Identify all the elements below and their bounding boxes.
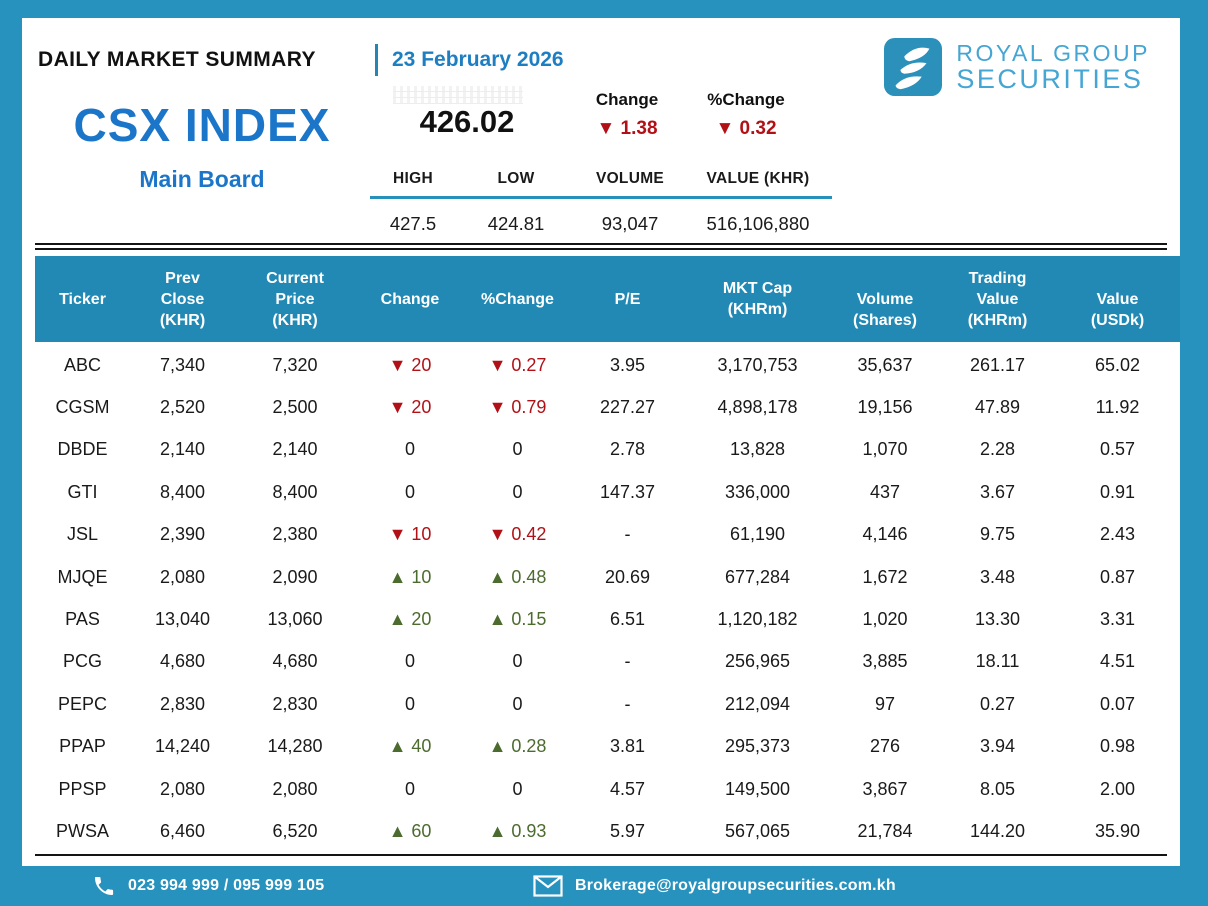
cell-value-usdk: 0.91 [1099,481,1136,502]
table-body [35,344,1180,853]
cell-mkt-cap: 677,284 [724,566,791,587]
cell-mkt-cap: 149,500 [724,778,791,799]
cell-pct-change: ▲ 0.15 [488,609,547,630]
column-header-trading-value-khrm: Trading Value (KHRm) [967,269,1028,329]
cell-volume-shares: 97 [874,693,896,714]
cell-ticker: MJQE [57,566,108,587]
cell-prev-close: 14,240 [154,736,211,757]
cell-volume-shares: 437 [869,481,901,502]
cell-mkt-cap: 4,898,178 [717,397,798,418]
contact-footer [0,866,1208,906]
stat-header-high: HIGH [393,170,433,187]
cell-pct-change: ▲ 0.93 [488,820,547,841]
cell-prev-close: 2,390 [159,524,206,545]
cell-pe: 227.27 [599,397,656,418]
cell-pct-change: 0 [512,651,523,672]
cell-current-price: 4,680 [272,651,318,672]
cell-ticker: PPSP [58,778,107,799]
index-name: CSX INDEX [73,99,331,151]
cell-prev-close: 7,340 [159,354,206,375]
email-contact [533,866,896,906]
cell-trading-value-khrm: 3.48 [979,566,1016,587]
cell-prev-close: 2,140 [159,439,206,460]
cell-change: ▲ 40 [388,736,432,757]
cell-change: 0 [404,651,415,672]
column-header-ticker: Ticker [59,290,106,308]
table-bottom-rule [35,854,1167,856]
cell-volume-shares: 19,156 [857,397,913,418]
cell-value-usdk: 3.31 [1099,609,1136,630]
cell-value-usdk: 2.43 [1099,524,1136,545]
column-header-value-usdk: Value (USDk) [1090,291,1145,329]
cell-trading-value-khrm: 8.05 [979,778,1016,799]
cell-mkt-cap: 256,965 [724,651,791,672]
table-row-cgsm [35,386,1180,428]
cell-prev-close: 2,830 [159,693,206,714]
cell-ticker: PPAP [59,736,106,757]
cell-value-usdk: 0.57 [1099,439,1136,460]
change-value: ▼ 1.38 [596,118,658,139]
cell-value-usdk: 65.02 [1094,354,1141,375]
brand-logo [884,38,1150,96]
index-board: Main Board [139,166,265,192]
cell-mkt-cap: 336,000 [724,481,791,502]
cell-pe: 6.51 [609,609,646,630]
cell-trading-value-khrm: 9.75 [979,524,1016,545]
cell-current-price: 2,380 [272,524,318,545]
cell-value-usdk: 0.07 [1099,693,1136,714]
table-row-pwsa [35,810,1180,852]
change-label: Change [595,90,659,109]
cell-volume-shares: 1,020 [862,609,908,630]
cell-ticker: JSL [66,524,99,545]
cell-current-price: 8,400 [272,481,318,502]
cell-volume-shares: 21,784 [857,820,913,841]
cell-volume-shares: 276 [869,736,901,757]
cell-value-usdk: 4.51 [1099,651,1136,672]
cell-trading-value-khrm: 47.89 [974,397,1021,418]
index-stats [370,170,832,235]
column-header-pct-change: %Change [481,290,554,308]
cell-change: ▲ 20 [388,609,432,630]
cell-current-price: 2,140 [272,439,318,460]
cell-prev-close: 4,680 [159,651,206,672]
table-row-gti [35,471,1180,513]
cell-change: 0 [404,439,415,460]
title-date-divider [375,44,378,76]
stat-value-value: 516,106,880 [706,213,810,234]
cell-ticker: ABC [63,354,101,375]
cell-value-usdk: 2.00 [1099,778,1136,799]
table-row-abc [35,344,1180,386]
column-header-current-price: Current Price (KHR) [266,269,324,329]
page-title: DAILY MARKET SUMMARY [38,48,316,71]
faint-watermark [393,86,523,104]
email-address: Brokerage@royalgroupsecurities.com.kh [575,877,896,894]
cell-trading-value-khrm: 2.28 [979,439,1016,460]
table-row-pas [35,598,1180,640]
stat-header-value: VALUE (KHR) [706,170,810,187]
cell-mkt-cap: 1,120,182 [717,609,798,630]
cell-ticker: PEPC [57,693,108,714]
cell-mkt-cap: 3,170,753 [717,354,798,375]
cell-current-price: 2,500 [272,397,318,418]
stat-value-low: 424.81 [487,213,545,234]
cell-pct-change: ▼ 0.79 [488,397,547,418]
cell-trading-value-khrm: 0.27 [979,693,1016,714]
cell-value-usdk: 0.87 [1099,566,1136,587]
index-change-block [572,90,682,140]
stat-header-volume: VOLUME [595,170,665,187]
cell-mkt-cap: 295,373 [724,736,791,757]
cell-pct-change: 0 [512,778,523,799]
column-header-change: Change [380,290,440,308]
cell-change: 0 [404,693,415,714]
stat-value-volume: 93,047 [601,213,659,234]
cell-pct-change: ▼ 0.27 [488,354,547,375]
cell-change: ▼ 20 [388,354,432,375]
cell-pct-change: 0 [512,439,523,460]
stat-header-low: LOW [497,170,535,187]
cell-pe: 2.78 [609,439,646,460]
column-header-volume-shares: Volume (Shares) [852,291,918,329]
cell-change: 0 [404,481,415,502]
cell-pe: - [624,524,631,545]
cell-ticker: GTI [67,481,98,502]
cell-value-usdk: 0.98 [1099,736,1136,757]
cell-change: ▼ 20 [388,397,432,418]
report-panel [22,18,1180,866]
cell-ticker: PAS [65,609,100,630]
cell-trading-value-khrm: 144.20 [969,820,1026,841]
cell-pe: 147.37 [599,481,656,502]
phone-icon [92,874,116,898]
cell-pe: - [624,651,631,672]
report-date: 23 February 2026 [392,48,564,71]
stats-value-row [370,199,832,235]
cell-volume-shares: 1,672 [862,566,908,587]
cell-pe: 3.81 [609,736,646,757]
cell-pct-change: ▼ 0.42 [488,524,547,545]
cell-mkt-cap: 61,190 [729,524,786,545]
cell-trading-value-khrm: 261.17 [969,354,1026,375]
cell-prev-close: 8,400 [159,481,206,502]
cell-change: ▲ 60 [388,820,432,841]
cell-current-price: 13,060 [267,609,323,630]
cell-current-price: 6,520 [272,820,318,841]
cell-ticker: DBDE [57,439,108,460]
cell-volume-shares: 1,070 [862,439,908,460]
cell-pe: - [624,693,631,714]
column-header-prev-close: Prev Close (KHR) [159,269,206,329]
cell-current-price: 2,080 [272,778,318,799]
table-row-dbde [35,429,1180,471]
phone-numbers: 023 994 999 / 095 999 105 [128,877,325,894]
cell-ticker: CGSM [55,397,110,418]
brand-line-1: ROYAL GROUP [956,39,1150,66]
cell-pe: 5.97 [609,820,646,841]
cell-prev-close: 2,080 [159,778,206,799]
cell-volume-shares: 35,637 [857,354,913,375]
cell-mkt-cap: 567,065 [724,820,791,841]
cell-value-usdk: 35.90 [1094,820,1141,841]
cell-ticker: PCG [62,651,102,672]
royal-group-securities-icon [884,38,942,96]
table-row-mjqe [35,556,1180,598]
table-row-jsl [35,514,1180,556]
brand-line-2: SECURITIES [956,63,1144,94]
brand-name [956,41,1150,93]
cell-pct-change: ▲ 0.28 [488,736,547,757]
cell-current-price: 14,280 [267,736,323,757]
cell-change: ▲ 10 [388,566,432,587]
column-header-pe: P/E [614,290,641,308]
section-divider [35,243,1167,250]
cell-mkt-cap: 212,094 [724,693,791,714]
table-row-ppsp [35,768,1180,810]
cell-prev-close: 2,080 [159,566,206,587]
cell-volume-shares: 4,146 [862,524,908,545]
pct-change-value: ▼ 0.32 [715,118,777,139]
cell-trading-value-khrm: 3.67 [979,481,1016,502]
table-row-pepc [35,683,1180,725]
stats-header-row [370,170,832,199]
cell-value-usdk: 11.92 [1095,397,1140,418]
index-pct-change-block [686,90,806,140]
cell-pe: 20.69 [604,566,651,587]
cell-trading-value-khrm: 18.11 [975,651,1020,672]
cell-pct-change: 0 [512,481,523,502]
cell-ticker: PWSA [55,820,109,841]
envelope-icon [533,875,563,897]
cell-trading-value-khrm: 3.94 [979,736,1016,757]
stat-value-high: 427.5 [389,213,437,234]
pct-change-label: %Change [707,90,785,109]
index-value: 426.02 [419,104,515,139]
phone-contact [92,866,324,906]
cell-prev-close: 13,040 [154,609,211,630]
cell-change: 0 [404,778,415,799]
cell-current-price: 2,830 [272,693,318,714]
cell-prev-close: 6,460 [159,820,206,841]
cell-mkt-cap: 13,828 [729,439,786,460]
cell-current-price: 2,090 [272,566,318,587]
cell-pe: 3.95 [609,354,646,375]
column-header-mkt-cap: MKT Cap (KHRm) [722,280,793,318]
cell-pct-change: 0 [512,693,523,714]
cell-volume-shares: 3,867 [862,778,908,799]
cell-prev-close: 2,520 [159,397,206,418]
cell-pe: 4.57 [609,778,646,799]
table-header-row [35,256,1180,342]
table-row-pcg [35,641,1180,683]
cell-pct-change: ▲ 0.48 [488,566,547,587]
cell-volume-shares: 3,885 [862,651,908,672]
cell-change: ▼ 10 [388,524,432,545]
cell-current-price: 7,320 [272,354,318,375]
cell-trading-value-khrm: 13.30 [974,609,1021,630]
table-row-ppap [35,726,1180,768]
